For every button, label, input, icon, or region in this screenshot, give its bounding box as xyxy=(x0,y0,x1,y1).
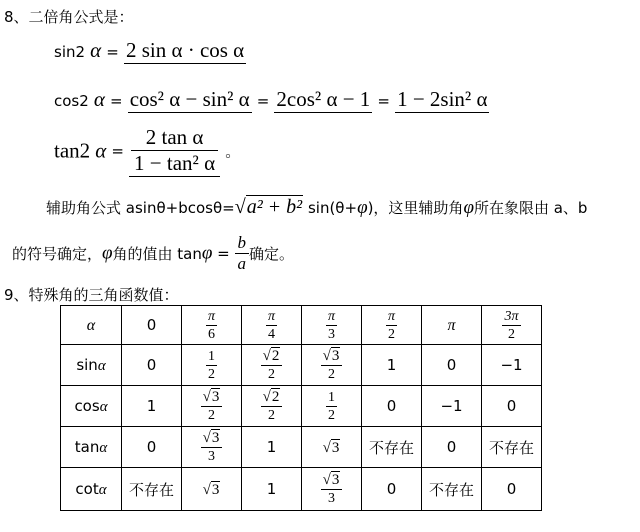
value-cell: 0 xyxy=(422,427,482,468)
value-cell: 1 xyxy=(362,345,422,386)
header-cell-angle: $\frac{\pi}{4}$ xyxy=(242,306,302,345)
alpha-symbol: α xyxy=(90,38,102,62)
equals-sign: = xyxy=(110,92,123,110)
value-cell: 不存在 xyxy=(422,468,482,511)
fraction-numerator: b xyxy=(237,233,247,252)
tan2-denominator: 1 − tan² α xyxy=(131,150,218,176)
phi-symbol: φ xyxy=(357,197,368,218)
header-cell-angle: $\frac{\pi}{6}$ xyxy=(182,306,242,345)
alpha-symbol: α xyxy=(95,138,107,163)
aux-line1-tail: 所在象限由 a、b xyxy=(473,199,588,217)
sqrt-expression: √a² + b² xyxy=(234,196,303,218)
b-over-a-fraction xyxy=(235,233,250,274)
aux-line1-suffix: )，这里辅助角 xyxy=(367,199,464,217)
fraction-denominator: a xyxy=(235,253,250,274)
aux-line2-prefix: 的符号确定， xyxy=(12,245,103,263)
aux-line2-mid: 角的值由 tan xyxy=(112,245,202,263)
value-cell: √3 xyxy=(302,427,362,468)
value-cell: 0 xyxy=(362,468,422,511)
header-cell-angle: 0 xyxy=(122,306,182,345)
special-angle-table xyxy=(60,305,542,511)
value-cell: −1 xyxy=(422,386,482,427)
tan2-numerator: 2 tan α xyxy=(145,125,204,149)
equals-sign: = xyxy=(106,43,119,61)
value-cell: 0 xyxy=(482,468,542,511)
alpha-symbol: α xyxy=(93,87,105,111)
value-cell: $\frac{√3}{2}$ xyxy=(182,386,242,427)
period-mark: 。 xyxy=(225,142,241,161)
section-8-heading: 8、二倍角公式是： xyxy=(4,8,134,26)
value-cell: √3 xyxy=(182,468,242,511)
value-cell: $\frac{√2}{2}$ xyxy=(242,345,302,386)
sqrt-radicand: a² + b² xyxy=(246,196,303,218)
table-row xyxy=(61,386,542,427)
header-cell-angle: $\frac{\pi}{3}$ xyxy=(302,306,362,345)
value-cell: 不存在 xyxy=(362,427,422,468)
function-name-cell: tanα xyxy=(61,427,122,468)
value-cell: $\frac{√3}{3}$ xyxy=(182,427,242,468)
section-9-heading: 9、特殊角的三角函数值： xyxy=(4,286,179,304)
sin2-rhs: 2 sin α · cos α xyxy=(125,38,245,62)
cos2-formula xyxy=(54,87,489,112)
header-cell-angle: $\frac{3\pi}{2}$ xyxy=(482,306,542,345)
value-cell: 1 xyxy=(242,427,302,468)
tan2-fraction xyxy=(129,125,220,177)
table-row xyxy=(61,427,542,468)
table-row xyxy=(61,468,542,511)
sin2-lhs: sin2 xyxy=(54,43,86,61)
cos2-rhs-3: 1 − 2sin² α xyxy=(397,87,488,111)
value-cell: 1 xyxy=(242,468,302,511)
phi-symbol: φ xyxy=(102,242,113,264)
cos2-rhs-1: cos² α − sin² α xyxy=(129,87,250,111)
header-cell-angle: $\frac{\pi}{2}$ xyxy=(362,306,422,345)
equals-sign: = xyxy=(111,142,124,160)
function-name-cell: cotα xyxy=(61,468,122,511)
phi-symbol: φ xyxy=(201,242,213,264)
tan2-lhs: tan2 xyxy=(54,138,91,163)
aux-line1-mid: sin(θ+ xyxy=(307,199,358,217)
aux-line1-prefix: 辅助角公式 asinθ+bcosθ= xyxy=(46,199,235,217)
header-cell-angle: π xyxy=(422,306,482,345)
value-cell: $\frac{√3}{3}$ xyxy=(302,468,362,511)
equals-sign: = xyxy=(256,92,270,110)
tan2-formula xyxy=(54,125,240,177)
phi-symbol: φ xyxy=(463,197,474,218)
cos2-lhs: cos2 xyxy=(54,92,89,110)
value-cell: −1 xyxy=(482,345,542,386)
aux-line2-suffix: 确定。 xyxy=(249,245,295,263)
cos2-rhs-2: 2cos² α − 1 xyxy=(276,87,371,111)
value-cell: 0 xyxy=(482,386,542,427)
aux-angle-line-1 xyxy=(46,196,587,219)
table-header-row xyxy=(61,306,542,345)
value-cell: 0 xyxy=(122,345,182,386)
value-cell: 0 xyxy=(422,345,482,386)
sin2-formula xyxy=(54,38,246,63)
value-cell: 0 xyxy=(122,427,182,468)
value-cell: 0 xyxy=(362,386,422,427)
value-cell: 不存在 xyxy=(122,468,182,511)
value-cell: $\frac{√3}{2}$ xyxy=(302,345,362,386)
value-cell: 1 xyxy=(122,386,182,427)
value-cell: 不存在 xyxy=(482,427,542,468)
value-cell: $\frac{1}{2}$ xyxy=(182,345,242,386)
function-name-cell: sinα xyxy=(61,345,122,386)
function-name-cell: cosα xyxy=(61,386,122,427)
value-cell: $\frac{√2}{2}$ xyxy=(242,386,302,427)
table-row xyxy=(61,345,542,386)
value-cell: $\frac{1}{2}$ xyxy=(302,386,362,427)
equals-sign: = xyxy=(377,92,390,110)
aux-angle-line-2: 的符号确定，φ角的值由 tanφ = $\frac{b}{a}$ 确定。 xyxy=(12,233,295,273)
header-cell-alpha: α xyxy=(61,306,122,345)
